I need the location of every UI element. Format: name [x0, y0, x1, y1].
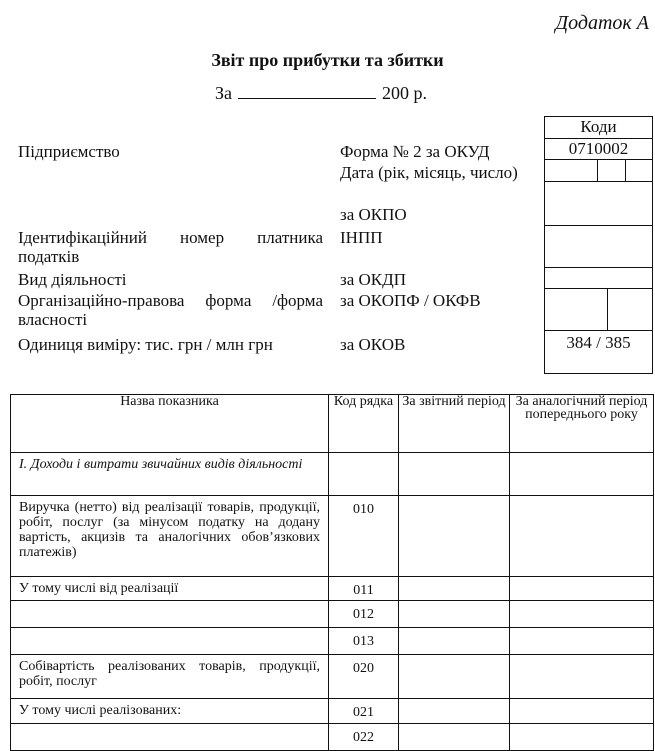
- table-row: [11, 628, 654, 655]
- header-indicator: Назва показника: [11, 395, 329, 453]
- row-current-value[interactable]: [399, 577, 510, 601]
- table-row: [11, 601, 654, 628]
- row-code: 011: [329, 577, 399, 601]
- codes-box: [544, 116, 653, 374]
- table-row: [11, 577, 654, 601]
- row-name: У тому числі від реалізації: [11, 577, 329, 601]
- label-okdp: за ОКДП: [340, 270, 406, 289]
- row-code: 021: [329, 699, 399, 724]
- row-current-value[interactable]: [399, 655, 510, 699]
- label-okopf: за ОКОПФ / ОКФВ: [340, 291, 481, 310]
- report-period: [215, 82, 427, 104]
- code-okov[interactable]: 384 / 385: [566, 333, 631, 352]
- row-current-value[interactable]: [399, 453, 510, 496]
- row-previous-value[interactable]: [510, 655, 654, 699]
- row-current-value[interactable]: [399, 601, 510, 628]
- header-row-code: Код рядка: [329, 395, 399, 453]
- row-current-value[interactable]: [399, 699, 510, 724]
- table-row: [11, 496, 654, 577]
- row-previous-value[interactable]: [510, 453, 654, 496]
- header-previous-period: За аналогічний період попереднього року: [510, 395, 654, 453]
- row-previous-value[interactable]: [510, 699, 654, 724]
- label-form-okud: Форма № 2 за ОКУД: [340, 142, 490, 161]
- row-code: 010: [329, 496, 399, 577]
- table-row: [11, 453, 654, 496]
- row-name: Виручка (нетто) від реалізації товарів, продукції, робіт, послуг (за мінусом податку на додану вартість, акцизів та аналогічних обов’язкових платежів): [11, 496, 329, 577]
- row-name: [11, 628, 329, 655]
- label-date: Дата (рік, місяць, число): [340, 163, 518, 182]
- label-legal-form: Організаційно-правова форма /форма власності: [18, 291, 323, 329]
- table-row: [11, 699, 654, 724]
- report-title: Звіт про прибутки та збитки: [211, 50, 444, 70]
- table-header-row: [11, 395, 654, 453]
- row-previous-value[interactable]: [510, 496, 654, 577]
- label-activity-type: Вид діяльності: [18, 270, 127, 289]
- period-prefix: За: [215, 83, 233, 103]
- row-previous-value[interactable]: [510, 628, 654, 655]
- table-row: [11, 655, 654, 699]
- label-taxpayer-id: Ідентифікаційний номер платника податків: [18, 228, 323, 266]
- row-code: 022: [329, 724, 399, 751]
- code-okud[interactable]: 0710002: [545, 139, 652, 160]
- label-enterprise: Підприємство: [18, 142, 120, 161]
- row-name: Собівартість реалізованих товарів, продукції, робіт, послуг: [11, 655, 329, 699]
- date-divider-2: [625, 160, 626, 182]
- header-current-period: За звітний період: [399, 395, 510, 453]
- row-code: 013: [329, 628, 399, 655]
- row-previous-value[interactable]: [510, 724, 654, 751]
- code-okopf[interactable]: [545, 289, 652, 331]
- period-blank-field[interactable]: [238, 82, 376, 99]
- period-suffix: 200 р.: [382, 83, 428, 103]
- row-current-value[interactable]: [399, 628, 510, 655]
- table-row: [11, 724, 654, 751]
- label-unit: Одиниця виміру: тис. грн / млн грн: [18, 335, 273, 354]
- row-code: [329, 453, 399, 496]
- row-code: 012: [329, 601, 399, 628]
- label-inpp: ІНПП: [340, 228, 383, 247]
- row-name: І. Доходи і витрати звичайних видів діяльності: [11, 453, 329, 496]
- label-okov: за ОКОВ: [340, 335, 406, 354]
- label-okpo: за ОКПО: [340, 205, 407, 224]
- appendix-label: Додаток А: [555, 12, 649, 34]
- row-code: 020: [329, 655, 399, 699]
- code-okpo[interactable]: [545, 182, 652, 226]
- date-divider-1: [597, 160, 598, 182]
- report-table: [10, 394, 654, 751]
- code-date[interactable]: [545, 160, 652, 182]
- row-name: У тому числі реалізованих:: [11, 699, 329, 724]
- codes-header: Коди: [545, 117, 652, 139]
- row-current-value[interactable]: [399, 496, 510, 577]
- row-name: [11, 601, 329, 628]
- row-current-value[interactable]: [399, 724, 510, 751]
- code-okdp[interactable]: [545, 268, 652, 289]
- code-inpp[interactable]: [545, 226, 652, 268]
- row-name: [11, 724, 329, 751]
- row-previous-value[interactable]: [510, 577, 654, 601]
- row-previous-value[interactable]: [510, 601, 654, 628]
- okopf-divider: [607, 289, 608, 331]
